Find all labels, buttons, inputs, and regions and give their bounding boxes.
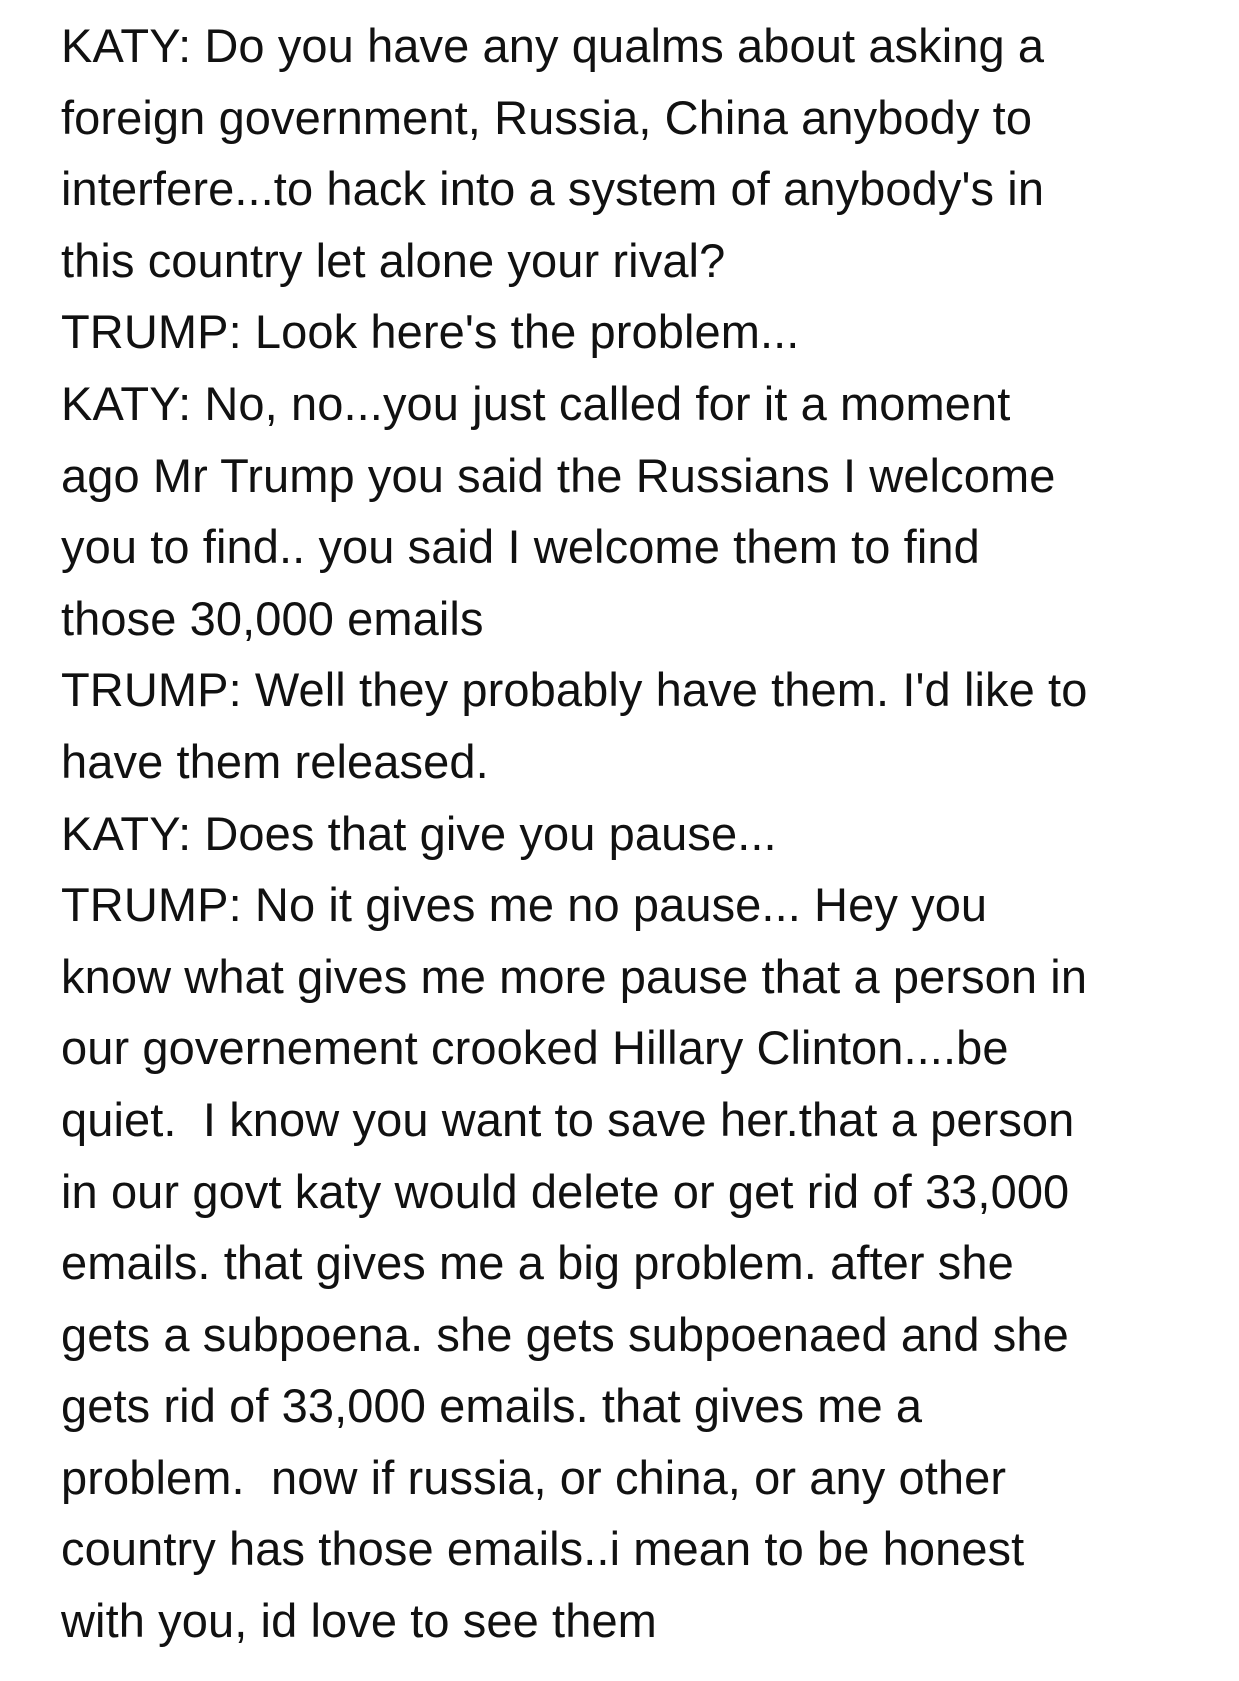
- text-line: TRUMP: Look here's the problem...: [61, 305, 800, 359]
- text-line: quiet. I know you want to save her.that a person: [61, 1092, 1075, 1146]
- text-line: KATY: Do you have any qualms about asking a: [61, 19, 1045, 72]
- text-line: interfere...to hack into a system of anybody's in: [61, 162, 1045, 216]
- text-line: our governement crooked Hillary Clinton....be: [61, 1021, 1009, 1075]
- text-line: KATY: No, no...you just called for it a moment: [61, 376, 1011, 430]
- text-line: problem. now if russia, or china, or any other: [61, 1450, 1007, 1504]
- text-line: emails. that gives me a big problem. after she: [61, 1236, 1014, 1290]
- text-line: you to find.. you said I welcome them to find: [61, 520, 980, 574]
- text-line: KATY: Does that give you pause...: [61, 806, 777, 860]
- text-line: gets a subpoena. she gets subpoenaed and she: [61, 1307, 1069, 1361]
- text-line: with you, id love to see them: [61, 1594, 657, 1648]
- text-line: TRUMP: No it gives me no pause... Hey you: [61, 878, 988, 932]
- text-line: have them released.: [61, 734, 489, 788]
- text-line: know what gives me more pause that a person in: [61, 949, 1088, 1003]
- text-line: country has those emails..i mean to be honest: [61, 1522, 1025, 1576]
- text-line: in our govt katy would delete or get rid of 33,000: [61, 1164, 1070, 1218]
- text-line: ago Mr Trump you said the Russians I welcome: [61, 448, 1056, 502]
- text-line: TRUMP: Well they probably have them. I'd like to: [61, 663, 1088, 717]
- text-line: this country let alone your rival?: [61, 233, 726, 287]
- transcript-text: [61, 10, 1221, 1657]
- text-line: gets rid of 33,000 emails. that gives me a: [61, 1379, 923, 1433]
- text-line: foreign government, Russia, China anybody to: [61, 90, 1033, 144]
- text-line: those 30,000 emails: [61, 591, 484, 645]
